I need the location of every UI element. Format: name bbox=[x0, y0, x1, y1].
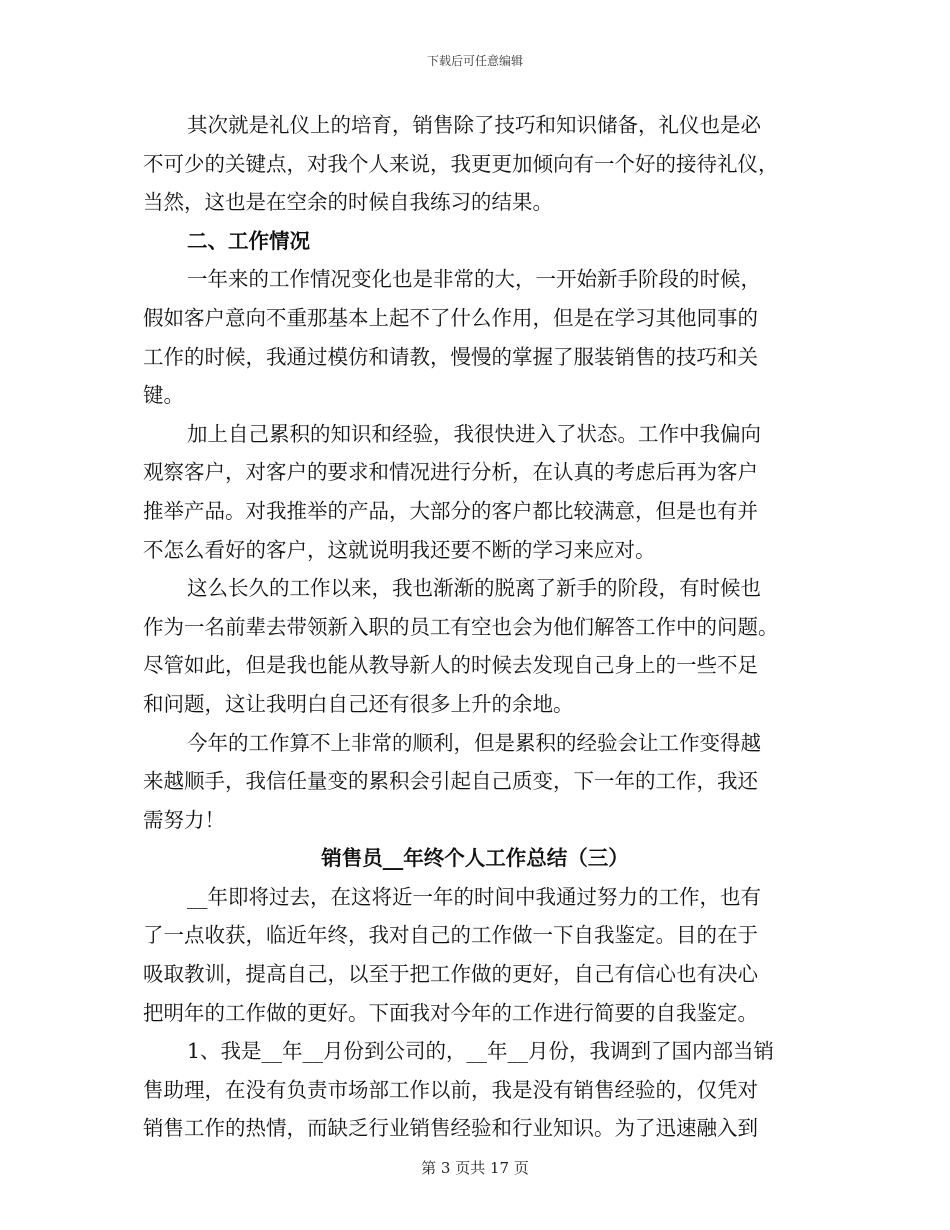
body-line: 吸取教训，提高自己，以至于把工作做的更好，自己有信心也有决心 bbox=[143, 962, 758, 987]
document-body bbox=[143, 106, 807, 1148]
body-line: 把明年的工作做的更好。下面我对今年的工作进行简要的自我鉴定。 bbox=[143, 1000, 758, 1025]
section-heading: 二、工作情况 bbox=[187, 228, 310, 253]
body-line: __年即将过去，在这将近一年的时间中我通过努力的工作，也有 bbox=[187, 884, 761, 909]
body-line: 键。 bbox=[143, 383, 184, 408]
body-line: 了一点收获，临近年终，我对自己的工作做一下自我鉴定。目的在于 bbox=[143, 923, 758, 948]
body-line: 这么长久的工作以来，我也渐渐的脱离了新手的阶段，有时候也 bbox=[187, 576, 761, 601]
body-line: 推举产品。对我推举的产品，大部分的客户都比较满意，但是也有并 bbox=[143, 498, 758, 523]
body-line: 一年来的工作情况变化也是非常的大，一开始新手阶段的时候， bbox=[187, 267, 761, 292]
body-line: 不可少的关键点，对我个人来说，我更更加倾向有一个好的接待礼仪， bbox=[143, 151, 779, 176]
body-line: 加上自己累积的知识和经验，我很快进入了状态。工作中我偏向 bbox=[187, 421, 761, 446]
body-line: 售助理，在没有负责市场部工作以前，我是没有销售经验的，仅凭对 bbox=[143, 1077, 758, 1102]
body-line: 假如客户意向不重那基本上起不了什么作用，但是在学习其他同事的 bbox=[143, 305, 758, 330]
page-header: 下载后可任意编辑 bbox=[426, 54, 523, 68]
body-line: 需努力！ bbox=[143, 807, 225, 832]
body-line: 尽管如此，但是我也能从教导新人的时候去发现自己身上的一些不足 bbox=[143, 653, 758, 678]
body-line: 1、我是__年__月份到公司的，__年__月份，我调到了国内部当销 bbox=[187, 1039, 775, 1064]
body-line: 销售工作的热情，而缺乏行业销售经验和行业知识。为了迅速融入到 bbox=[143, 1116, 758, 1141]
body-line: 不怎么看好的客户，这就说明我还要不断的学习来应对。 bbox=[143, 537, 656, 562]
body-line: 其次就是礼仪上的培育，销售除了技巧和知识储备，礼仪也是必 bbox=[187, 113, 761, 137]
body-line: 工作的时候，我通过模仿和请教，慢慢的掌握了服装销售的技巧和关 bbox=[143, 344, 758, 369]
body-line: 来越顺手，我信任量变的累积会引起自己质变，下一年的工作，我还 bbox=[143, 769, 758, 794]
body-line: 当然，这也是在空余的时候自我练习的结果。 bbox=[143, 190, 553, 215]
body-line: 和问题，这让我明白自己还有很多上升的余地。 bbox=[143, 691, 574, 716]
body-line: 作为一名前辈去带领新入职的员工有空也会为他们解答工作中的问题。 bbox=[143, 614, 779, 639]
document-title: 销售员__年终个人工作总结（三） bbox=[321, 846, 629, 871]
body-line: 今年的工作算不上非常的顺利，但是累积的经验会让工作变得越 bbox=[187, 730, 761, 755]
body-line: 观察客户，对客户的要求和情况进行分析，在认真的考虑后再为客户 bbox=[143, 460, 758, 485]
page-footer: 第 3 页共 17 页 bbox=[421, 1159, 529, 1177]
